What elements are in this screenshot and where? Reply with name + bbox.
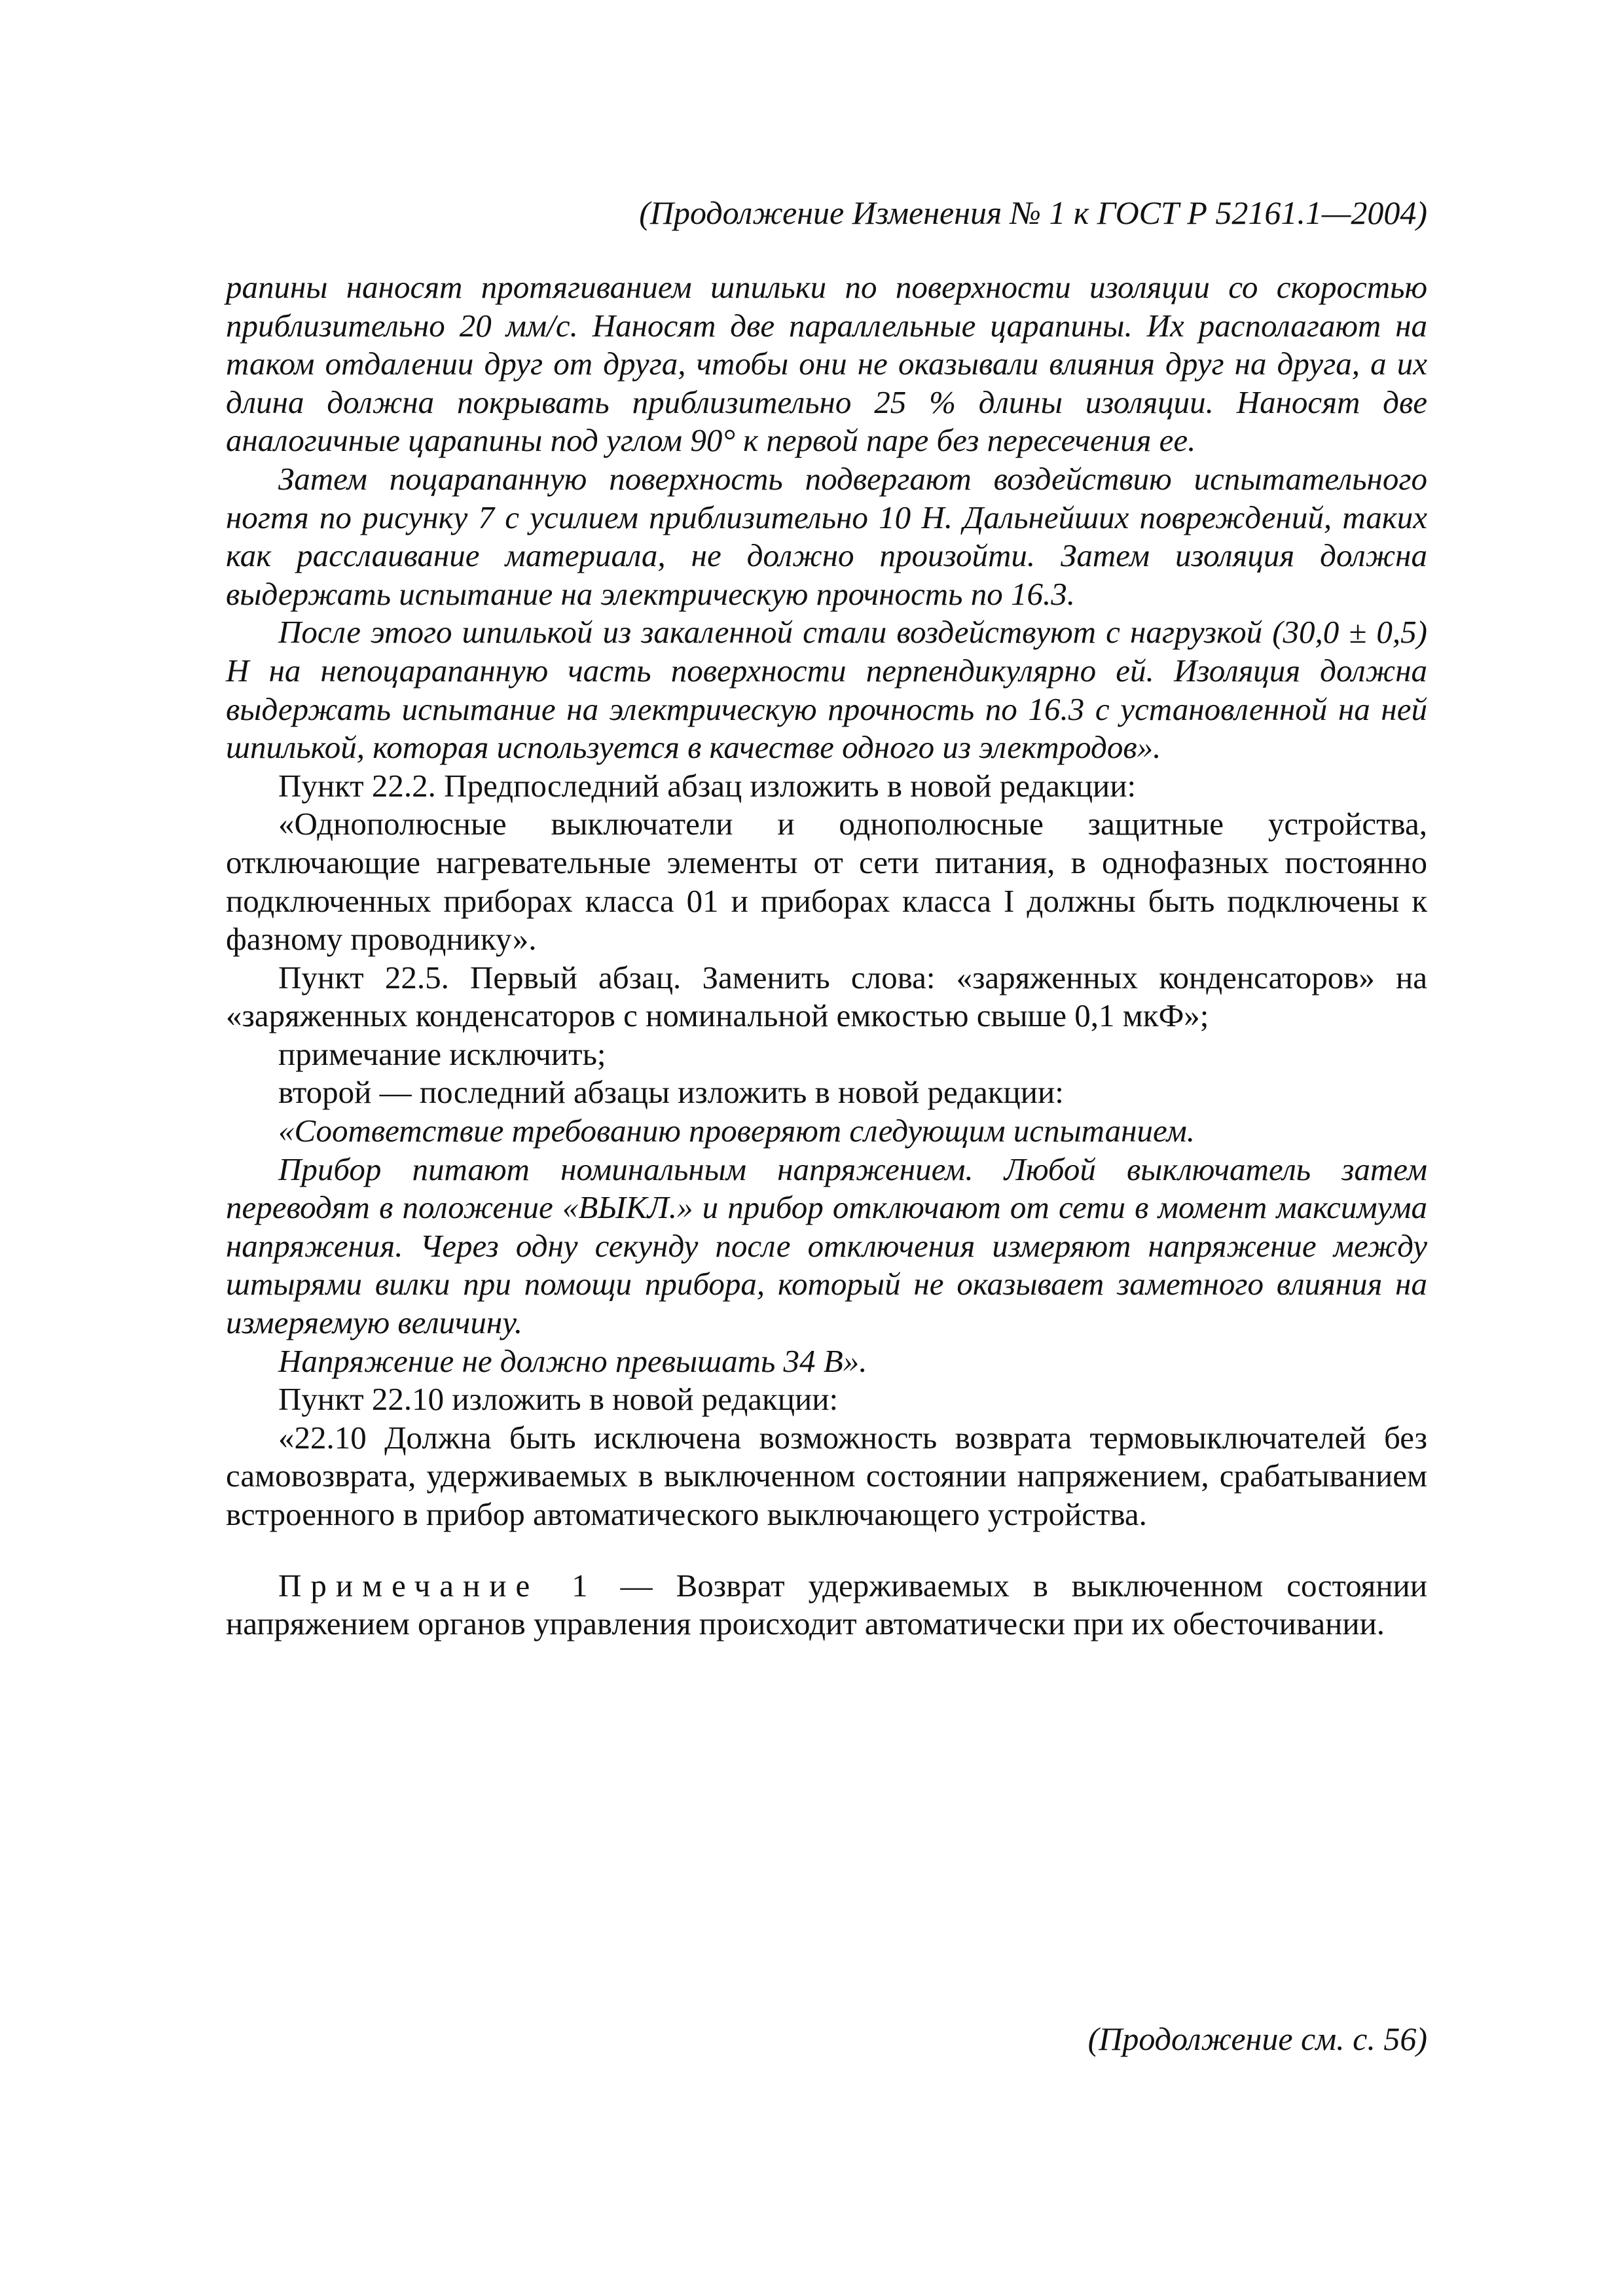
note-text: — Возврат удерживаемых в выключенном состоянии напряжением органов управления происходит автоматически при их обесточивании. [226,1567,1427,1642]
paragraph-clause-22-5: Пункт 22.5. Первый абзац. Заменить слова: «заряженных конденсаторов» на «заряженных конденсаторов с номинальной емкостью свыше 0,1 мкФ»; [226,959,1427,1034]
paragraph-22-10-text: «22.10 Должна быть исключена возможность возврата термовыключателей без самовозврата, удерживаемых в выключенном состоянии напряжением, срабатыванием встроенного в прибор автоматического выключающего устройства. [226,1419,1427,1532]
note-paragraph [226,1567,1427,1643]
note-label: Примечание 1 [278,1567,597,1604]
page-header: (Продолжение Изменения № 1 к ГОСТ Р 52161.1—2004) [639,194,1427,231]
paragraph-scratch-method: рапины наносят протягиванием шпильки по поверхности изоляции со скоростью приблизительно 20 мм/с. Наносят две параллельные царапины. Их располагают на таком отдалении друг от друга, чтобы они не оказывали влияния друг на друга, а их длина должна покрывать приблизительно 25 % длины изоляции. Наносят две аналогичные царапины под углом 90° к первой паре без пересечения ее. [226,269,1427,459]
paragraph-single-pole-switches: «Однополюсные выключатели и однополюсные защитные устройства, отключающие нагревательные элементы от сети питания, в однофазных постоянно подключенных приборах класса 01 и приборах класса I должны быть подключены к фазному проводнику». [226,806,1427,958]
paragraph-note-delete: примечание исключить; [278,1035,606,1072]
paragraph-clause-22-2: Пункт 22.2. Предпоследний абзац изложить в новой редакции: [278,767,1137,804]
paragraph-compliance-check: «Соответствие требованию проверяют следующим испытанием. [278,1113,1195,1149]
paragraph-second-last: второй — последний абзацы изложить в новой редакции: [278,1074,1064,1111]
document-body [226,268,1427,1643]
paragraph-rated-voltage-test: Прибор питают номинальным напряжением. Любой выключатель затем переводят в положение «ВЫКЛ.» и прибор отключают от сети в момент максимума напряжения. Через одну секунду после отключения измеряют напряжение между штырями вилки при помощи прибора, который не оказывает заметного влияния на измеряемую величину. [226,1151,1427,1341]
paragraph-clause-22-10: Пункт 22.10 изложить в новой редакции: [278,1381,839,1418]
paragraph-voltage-limit: Напряжение не должно превышать 34 В». [278,1342,867,1379]
paragraph-nail-test: Затем поцарапанную поверхность подвергают воздействию испытательного ногтя по рисунку 7 с усилием приблизительно 10 Н. Дальнейших повреждений, таких как расслаивание материала, не должно произойти. Затем изоляция должна выдержать испытание на электрическую прочность по 16.3. [226,460,1427,612]
paragraph-pin-load-test: После этого шпилькой из закаленной стали воздействуют с нагрузкой (30,0 ± 0,5) Н на непоцарапанную часть поверхности перпендикулярно ей. Изоляция должна выдержать испытание на электрическую прочность по 16.3 с установленной на ней шпилькой, которая используется в качестве одного из электродов». [226,614,1427,766]
page-footer: (Продолжение см. с. 56) [1087,2020,1427,2057]
